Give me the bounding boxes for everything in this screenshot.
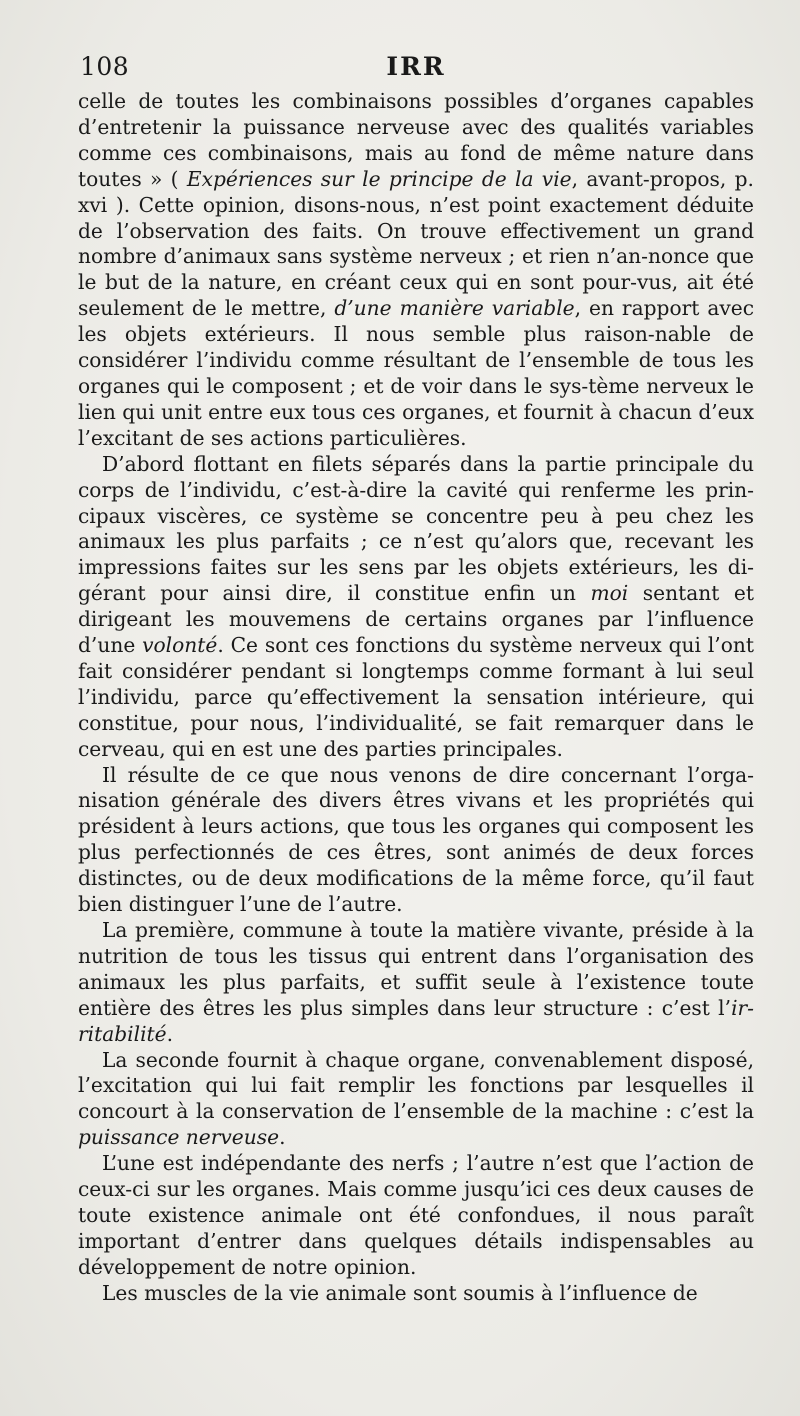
text-run: Les muscles de la vie animale sont soumis à l’influence de — [102, 1280, 698, 1305]
text-run: La seconde fournit à chaque organe, convenablement disposé, l’excitation qui lui fait remplir les fonctions par lesquelles il concourt à la conservation de l’ensemble de la machine : c’est la — [78, 1047, 754, 1124]
paragraph — [78, 89, 754, 452]
italic-phrase: moi — [590, 581, 629, 606]
italic-phrase: Expériences sur le principe de la vie — [186, 166, 572, 191]
text-run: . — [279, 1125, 286, 1150]
paragraph — [78, 452, 754, 763]
paragraph — [78, 763, 754, 918]
page-header — [78, 52, 754, 86]
text-run: , en rapport avec les objets extérieurs. Il nous semble plus raison-nable de considérer l’individu comme résultant de l’ensemble de tous les organes qui le composent ; et de voir dans le sys-tème nerveux le lien qui unit entre eux tous ces organes, et fournit à chacun d’eux l’excitant de ses actions particulières. — [78, 296, 755, 450]
paragraph — [78, 1151, 754, 1281]
italic-phrase: d’une manière variable — [334, 296, 575, 321]
text-run: . Ce sont ces fonctions du système nerveux qui l’ont fait considérer pendant si longtemps comme formant à lui seul l’individu, parce qu’effectivement la sensation intérieure, qui constitue, pour nous, l’individualité, se fait remarquer dans le cerveau, qui en est une des parties principales. — [78, 633, 754, 761]
paragraph — [78, 918, 754, 1048]
text-run: sentant et dirigeant les mouvemens de certains organes par l’influence d’une — [78, 581, 754, 658]
paragraph — [78, 1048, 754, 1152]
body-text — [78, 89, 754, 1307]
text-run: L’une est indépendante des nerfs ; l’autre n’est que l’action de ceux-ci sur les organes. Mais comme jusqu’ici ces deux causes de toute existence animale ont été confondues, il nous paraît important d’entrer dans quelques détails indispensables au développement de notre opinion. — [78, 1151, 754, 1279]
italic-phrase: puissance nerveuse — [78, 1125, 280, 1150]
text-run: Il résulte de ce que nous venons de dire concernant l’orga-nisation générale des divers êtres vivans et les propriétés qui président à leurs actions, que tous les organes qui composent les plus perfectionnés de ces êtres, sont animés de deux forces distinctes, ou de deux modifications de la même force, qu’il faut bien distinguer l’une de l’autre. — [78, 762, 754, 917]
paragraph — [78, 1281, 754, 1307]
text-run: celle de toutes les combinaisons possibles d’organes capables d’entretenir la puissance nerveuse avec des qualités variables comme ces combinaisons, mais au fond de même nature dans toutes » ( — [78, 89, 754, 191]
text-run: La première, commune à toute la matière vivante, préside à la nutrition de tous les tissus qui entrent dans l’organisation des animaux les plus parfaits, et suffit seule à l’existence toute entière des êtres les plus simples dans leur structure : c’est l’ — [78, 918, 754, 1020]
text-run: , avant-propos, p. xvi ). Cette opinion, disons-nous, n’est point exactement déduite de l’observation des faits. On trouve effectivement un grand nombre d’animaux sans système nerveux ; et rien n’an-nonce que le but de la nature, en créant ceux qui en sont pour-vus, ait été seulement de le mettre, — [78, 166, 754, 321]
text-run: . — [166, 1021, 174, 1046]
running-head: IRR — [386, 52, 446, 81]
text-run: D’abord flottant en filets séparés dans la partie principale du corps de l’individu, c’est-à-dire la cavité qui renferme les prin-cipaux viscères, ce système se concentre peu à peu chez les animaux les plus parfaits ; ce n’est qu’alors que, recevant les impressions faites sur les sens par les objets extérieurs, les di-gérant pour ainsi dire, il constitue enfin un — [78, 451, 754, 606]
italic-phrase: volonté — [142, 633, 218, 658]
italic-phrase: ir-ritabilité — [78, 995, 754, 1046]
page-number: 108 — [80, 52, 130, 81]
